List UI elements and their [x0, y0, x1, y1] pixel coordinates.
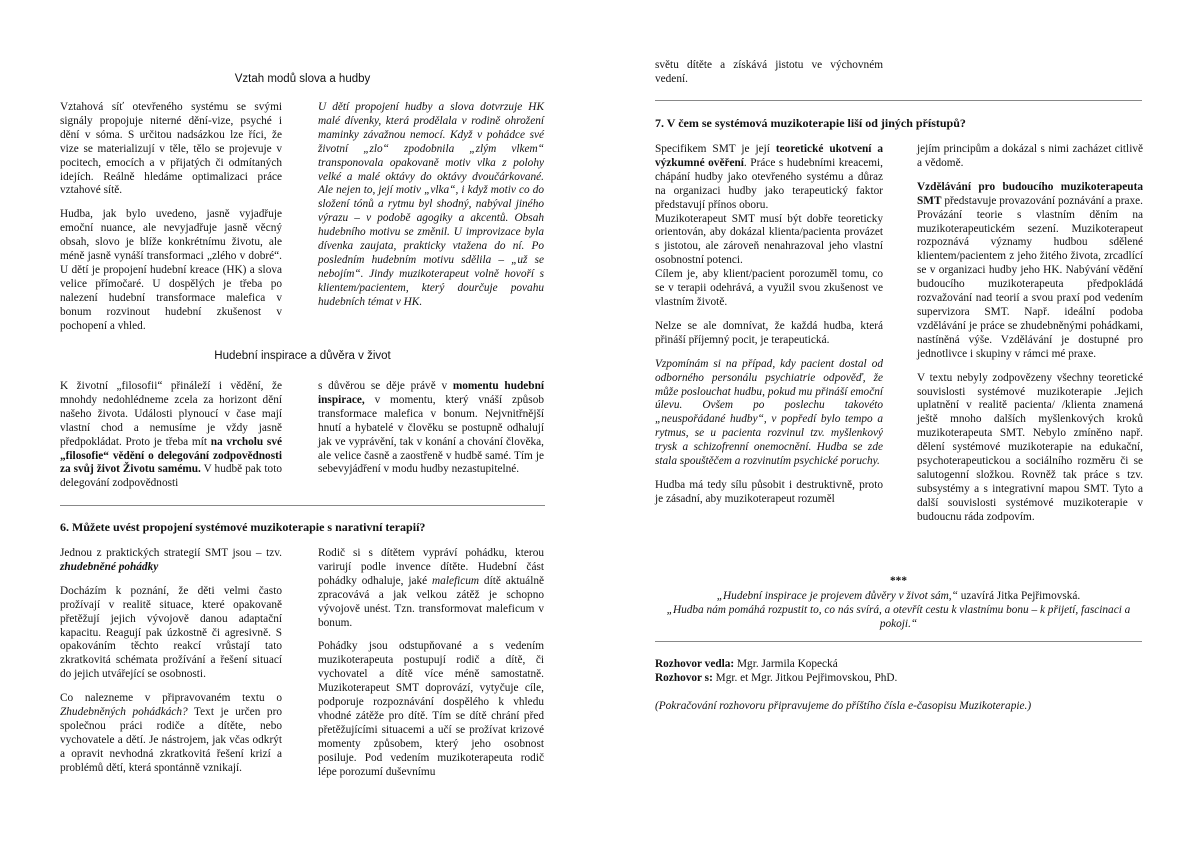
- q6-col2-p2: Pohádky jsou odstupňované a s vedením muzikoterapeuta postupují rodič a dítě, či vychovatel a dítě více méně samostatně. Muzikoterapeut SMT doprovází, vytyčuje cíle, podporuje rozpoznávání dospělého k vhledu vhodné zátěže pro dítě. Tím se dítě chrání před přetěžujícími situacemi a učí se prožívat krizové momenty způsobem, který jeho osobnost posiluje. Pod vedením muzikoterapeuta rodič lépe porozumí duševnímu: [318, 640, 544, 778]
- question-6-heading: 6. Můžete uvést propojení systémové muzikoterapie s narativní terapií?: [60, 520, 426, 534]
- closing-quotes: [655, 589, 1142, 631]
- q6-col1-p1: Jednou z praktických strategií SMT jsou – tzv. zhudebněné pohádky: [60, 547, 282, 573]
- s1-col1-p2: Hudba, jak bylo uvedeno, jasně vyjadřuje emoční nuance, ale nevyjadřuje jasně věcný obsah, slovo je blíže konkrétnímu životu, ale méně jasně vynáší transformaci „zlého v dobré“. U dětí je propojení hudební kreace (HK) a slova velice přímočaré. U dospělých je třeba po nalezení hudební transformace malefica v bonum rozvinout hudební zkušenost v pochopení a vhled.: [60, 208, 282, 332]
- q6-col1-p2: Docházím k poznání, že děti velmi často prožívají v realitě situace, které opakovaně přetěžují jejich vývojově danou adaptační kapacitu. Reagují pak úzkostně či agresivně. S opakováním těchto reakcí vrůstají tato zkratkovitá schémata prožívání a řešení situací do jejich utvářející se osobnosti.: [60, 584, 282, 681]
- vzdelavani-bold: Vzdělávání pro budoucího muzikoterapeuta SMT: [917, 180, 1143, 207]
- section-title-hudebni-inspirace: Hudební inspirace a důvěra v život: [214, 350, 391, 362]
- divider-right-bottom: [655, 641, 1142, 642]
- divider-right-top: [655, 100, 1142, 101]
- q6-continuation: světu dítěte a získává jistotu ve výchovném vedení.: [655, 59, 883, 85]
- q7-col1-p4: Nelze se ale domnívat, že každá hudba, která přináší příjemný pocit, je terapeutická.: [655, 319, 883, 346]
- q7-col2-p1: jejím principům a dokázal s nimi zacházet citlivě a vědomě.: [917, 143, 1143, 169]
- s1-col2: [318, 101, 544, 310]
- section-title-vztah-modu: Vztah modů slova a hudby: [234, 73, 371, 85]
- q7-col1-p6: Hudba má tedy sílu působit i destruktivně, proto je zásadní, aby muzikoterapeut rozuměl: [655, 478, 883, 505]
- quote-2: „Hudba nám pomáhá rozpustit to, co nás svírá, a otevřít cestu k vlastnímu bonu – k přijetí, fascinaci a pokoji.“: [666, 604, 1131, 630]
- q7-col2: [917, 143, 1143, 525]
- credit-interviewee: Rozhovor s: Mgr. et Mgr. Jitkou Pejřimovskou, PhD.: [655, 672, 898, 684]
- zhudebnene-pohadky-title: Zhudebněných pohádkách?: [60, 706, 188, 719]
- quote-1-author: uzavírá Jitka Pejřimovská.: [957, 590, 1081, 602]
- teoreticke-ukotveni-bold: teoretické ukotvení a výzkumné ověření: [655, 143, 883, 169]
- quote-1: „Hudební inspirace je projevem důvěry v život sám,“ uzavírá Jitka Pejřimovská.: [716, 590, 1081, 602]
- s2-col1-text-a: K životní „filosofii“ přináleží i vědění, že mnohdy nedohlédneme zcela za horizont dění našeho života. Události plynoucí v čase mají vlastní chod a nemusíme je vždy jasně předpokládat. Proto je třeba mít: [60, 380, 282, 448]
- stars-separator: ***: [890, 575, 907, 587]
- divider-left: [60, 505, 545, 506]
- s2-col1-text-c: V hudbě pak toto delegování zodpovědnosti: [60, 463, 282, 490]
- q7-col1-p5: Vzpomínám si na případ, kdy pacient dostal od odborného personálu psychiatrie odpověď, že může poslouchat hudbu, pokud mu přináší emoční úlevu. Ovšem po poslechu takovéto „neuspořádané hudby“, v popředí bylo tempo a rytmus, se u pacienta rozvinul tzv. myšlenkový trysk a schizofrenní onemocnění. Hudba se zde stala spouštěčem a rozvinutím psychické poruchy.: [655, 357, 883, 468]
- credits: [655, 657, 1142, 685]
- s2-col1-bold: na vrcholu své „filosofie“ vědění o delegování zodpovědnosti za svůj život Životu samému.: [60, 435, 282, 476]
- q6-col1-p3: Co nalezneme v připravovaném textu o Zhudebněných pohádkách? Text je určen pro společnou práci rodiče a dítěte, nebo vychovatele a dětí. Je nástrojem, jak včas odkrýt a opravit nevhodná zkratkovitá řešení krizí a problémů dětí, která spontánně vznikají.: [60, 692, 282, 774]
- s1-col1: [60, 101, 282, 334]
- s1-col1-p1: Vztahová síť otevřeného systému se svými signály propojuje niterné dění-vize, psyché i dění v sóma. S určitou nadsázkou lze říci, že vize se materializují v těle, tělo se projevuje v pocitech, emocích a v přijatých či odmítaných idejích. Reálně hledáme optimalizaci práce vztahové sítě.: [60, 101, 282, 197]
- q7-col1-p1: Specifikem SMT je její teoretické ukotvení a výzkumné ověření. Práce s hudebními kreacemi, chápání hudby jako otevřeného systému a důraz na organizaci hudby jako terapeutický faktor představují přínos oboru.: [655, 143, 883, 211]
- s2-col1: [60, 380, 282, 491]
- continuation-note: (Pokračování rozhovoru připravujeme do příštího čísla e-časopisu Muzikoterapie.): [655, 700, 1032, 712]
- s2-col2-text-a: s důvěrou se děje právě v: [318, 380, 453, 392]
- s1-col2-p1: U dětí propojení hudby a slova dotvrzuje HK malé dívenky, která prodělala v rodině ohrožení maminky závažnou nemocí. Když v pohádce své životní „zlo“ zpodobnila „zlým vlkem“ transponovala opakovaně motiv vlka z polohy velké a malé oktávy do oktávy dvoučárkované. Ale nejen to, její motiv „vlka“, i když motiv co do složení tónů a rytmu byl shodný, nabýval jiného výrazu – v podobě agogiky a akcentů. Obsah hudebního motivu se změnil. U improvizace byla dívenka zaujata, prakticky vtažena do ní. Po posledním hudebním motivu sdělila – „už se nebojím“. Jindy muzikoterapeut volně hovoří s klientem/pacientem, který dourčuje povahu hudebních témat v HK.: [318, 101, 544, 308]
- s2-col2: [318, 380, 544, 477]
- s2-col2-bold: momentu hudební inspirace,: [318, 380, 545, 406]
- maleficum-term: maleficum: [432, 574, 480, 587]
- q7-col1-p2: Muzikoterapeut SMT musí být dobře teoreticky orientován, aby dokázal klienta/pacienta provázet s jistotou, ale zároveň nenahrazoval jeho vlastní osobnostní potenci.: [655, 212, 883, 267]
- q7-col2-p3: V textu nebyly zodpovězeny všechny teoretické souvislosti systémové muzikoterapie .Jejich uplatnění v realitě pacienta/ /klienta znamená ještě mnoho dalších myšlenkových kroků muzikoterapeuta SMT. Nebylo zmíněno např. dělení systémové muzikoterapie na edukační, psychoterapeutickou a sociálního rozměru či se salutogenní složkou. Rovněž tak práce s tzv. subsystémy a s integrativní mapou SMT. Tyto a další souvislosti systémové muzikoterapie v budoucnu ráda zodpovím.: [917, 371, 1143, 523]
- q6-col2: [318, 547, 544, 780]
- zhudebnene-pohadky-term: zhudebněné pohádky: [60, 560, 159, 573]
- q7-col1: [655, 143, 883, 507]
- q6-col1: [60, 547, 282, 776]
- question-7-heading: 7. V čem se systémová muzikoterapie liší od jiných přístupů?: [655, 116, 966, 130]
- s2-col2-text-c: v momentu, který vnáší způsob transformace malefica v bonum. Nejvnitřnější hnutí a hybatelé v člověku se postupně odhalují jak ve vyprávění, tak v konání a chování člověka, ale velice časně a zaostřeně v hudbě samé. Tím je sebevyjádření v modu hudby nezastupitelné.: [318, 393, 544, 476]
- q7-col1-p3: Cílem je, aby klient/pacient porozuměl tomu, co se v terapii odehrává, a využil svou zkušenost ve vlastním životě.: [655, 268, 883, 308]
- credit-interviewer: Rozhovor vedla: Mgr. Jarmila Kopecká: [655, 658, 838, 670]
- q7-col2-p2: Vzdělávání pro budoucího muzikoterapeuta SMT představuje provazování poznávání a praxe. Provázání teorie s vlastním děním na muzikoterapeutickém sezení. Muzikoterapeut rozpoznává významy hudbou sdělené klientem/pacientem z jeho žitého života, zrcadlící se v organizaci hudby jeho HK. Nabývání vědění budoucího muzikoterapeuta předpokládá rozvažování nad teorií a svou praxí pod vedením supervizora SMT. Např. ideální podoba vzdělávání je práce se zhudebněnými pohádkami, nastíněná výše. Vzdělávání je dostupné pro jednotlivce i skupiny v rámci mé praxe.: [917, 180, 1143, 360]
- q6-col2-p1: Rodič si s dítětem vypráví pohádku, kterou varirují podle invence dítěte. Hudební část pohádky odhaluje, jaké maleficum dítě aktuálně zpracovává a jak velkou zátěž je schopno vývojově unést. Tzn. transformovat maleficum v bonum.: [318, 547, 544, 629]
